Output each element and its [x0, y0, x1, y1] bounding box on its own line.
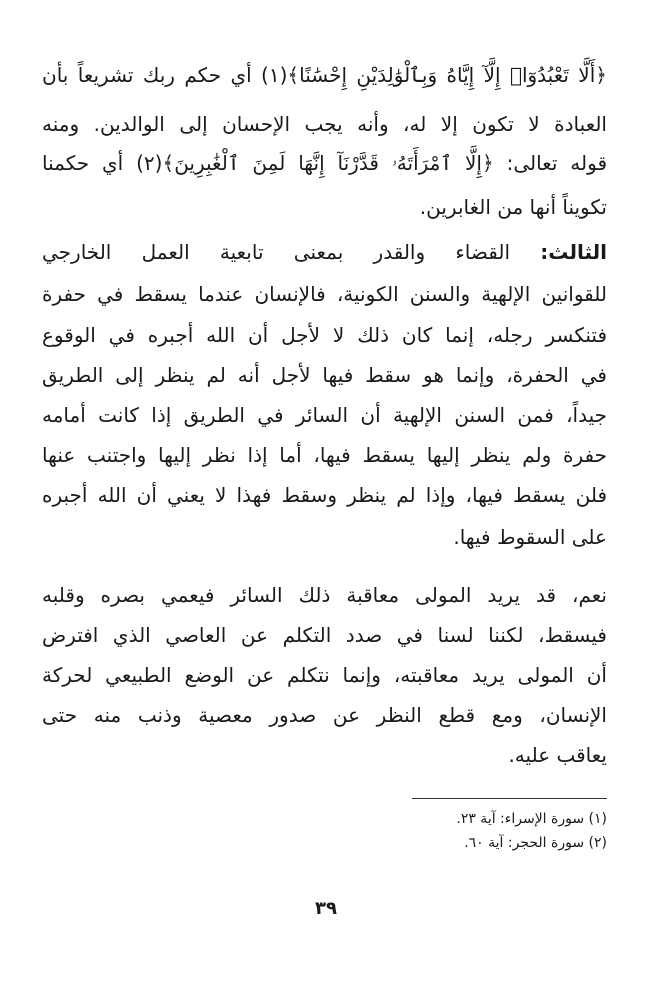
- text-line: فلن يسقط فيها، وإذا لم ينظر وسقط فهذا لا يعني أن الله أجبره: [42, 483, 607, 507]
- text-line: حفرة ولم ينظر إليها يسقط فيها، أما إذا نظر إليها واجتنب عنها: [42, 443, 607, 467]
- text-line: نعم، قد يريد المولى معاقبة ذلك السائر فيعمي بصره وقلبه: [42, 583, 607, 607]
- text-line: للقوانين الإلهية والسنن الكونية، فالإنسان عندما يسقط في حفرة: [42, 282, 607, 306]
- text-line: قوله تعالى: ﴿إِلَّا ٱمْرَأَتَهُۥ قَدَّرْنَآ إِنَّهَا لَمِنَ ٱلْغَٰبِرِينَ﴾(٢) أي حكمنا: [42, 151, 607, 175]
- section-heading-text: القضاء والقدر بمعنى تابعية العمل الخارجي: [42, 240, 541, 264]
- text-line: على السقوط فيها.: [453, 525, 607, 549]
- text-line: فيسقط، لكننا لسنا في صدد التكلم عن العاصي الذي افترض: [42, 623, 607, 647]
- text-line: الإنسان، ومع قطع النظر عن صدور معصية وذنب منه حتى: [42, 703, 607, 727]
- text-line: تكويناً أنها من الغابرين.: [419, 195, 607, 219]
- page-number: ٣٩: [315, 898, 337, 919]
- footnote: (٢) سورة الحجر: آية ٦٠.: [464, 835, 607, 851]
- text-line: جيداً، فمن السنن الإلهية أن السائر في الطريق إذا كانت أمامه: [42, 403, 607, 427]
- text-line: فتنكسر رجله، إنما كان ذلك لا لأجل أن الله أجبره في الوقوع: [42, 323, 607, 347]
- footnote-divider: [412, 798, 607, 799]
- text-line: في الحفرة، وإنما هو سقط فيها لأجل أنه لم ينظر إلى الطريق: [42, 363, 607, 387]
- text-line: يعاقب عليه.: [508, 743, 607, 767]
- section-heading-line: [42, 232, 607, 272]
- section-heading: الثالث:: [540, 240, 607, 264]
- text-line: ﴿أَلَّا تَعْبُدُوٓا۟ إِلَّآ إِيَّاهُ وَبِٱلْوَٰلِدَيْنِ إِحْسَٰنًا﴾(١) أي حكم ربك تشريعاً بأن: [42, 63, 607, 87]
- text-line: العبادة لا تكون إلا له، وأنه يجب الإحسان إلى الوالدين. ومنه: [42, 112, 607, 136]
- footnote: (١) سورة الإسراء: آية ٢٣.: [456, 811, 607, 827]
- text-line: أن المولى يريد معاقبته، وإنما نتكلم عن الوضع الطبيعي لحركة: [42, 663, 607, 687]
